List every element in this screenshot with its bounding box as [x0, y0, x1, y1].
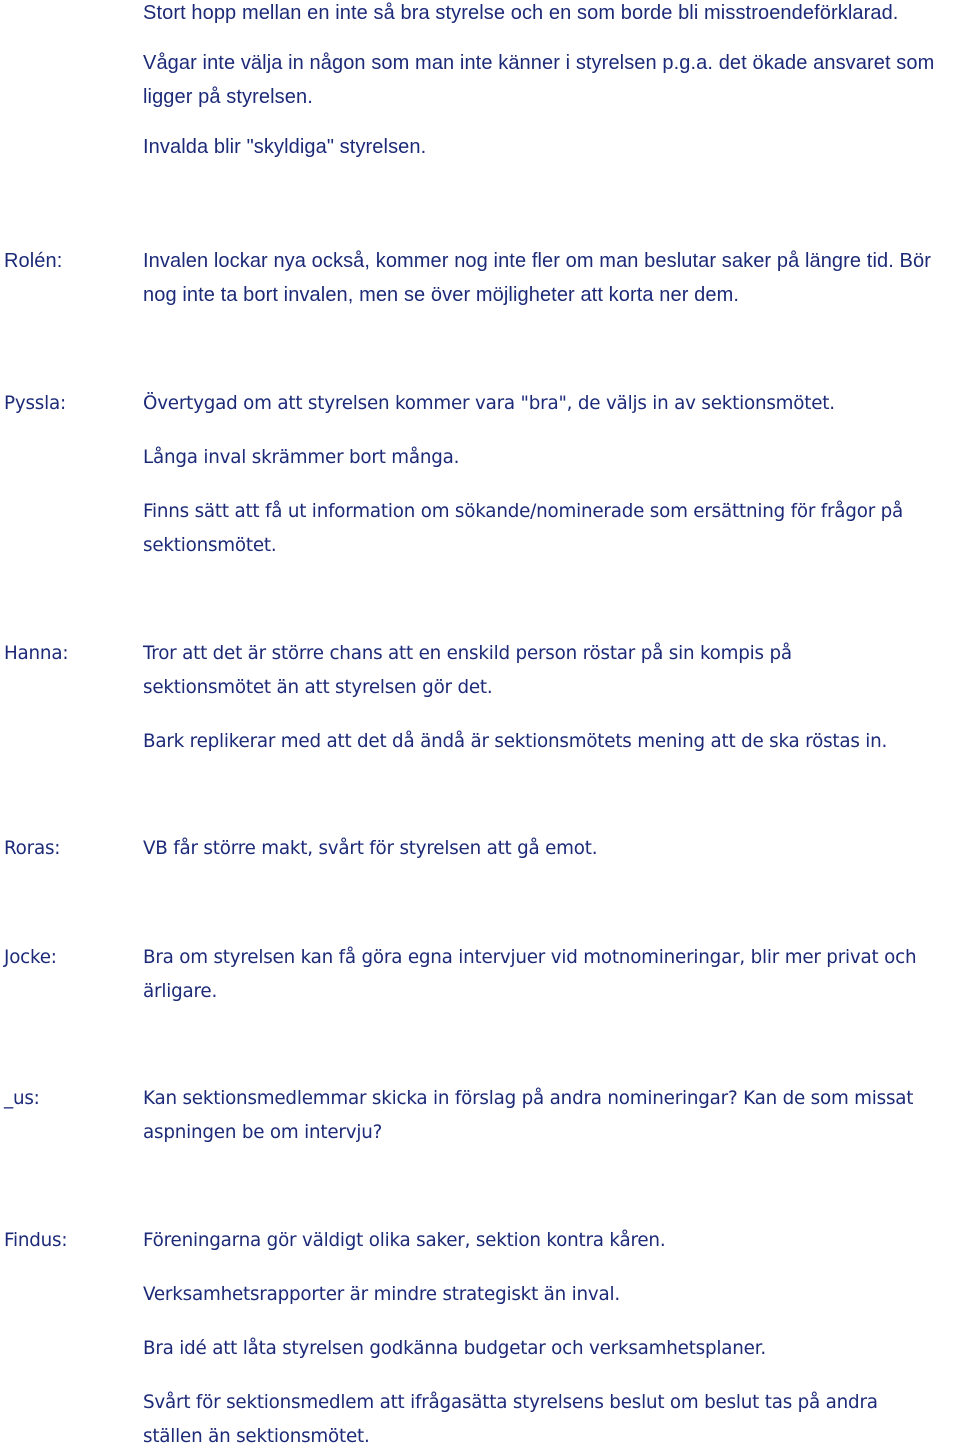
notes-content — [143, 637, 960, 759]
note-paragraph: Stort hopp mellan en inte så bra styrelse och en som borde bli misstroendeförklarad. — [143, 2, 899, 24]
note-paragraph: Svårt för sektionsmedlem att ifrågasätta styrelsens beslut om beslut tas på andra ställen än sektionsmötet. — [143, 1392, 878, 1447]
note-paragraph: Bra idé att låta styrelsen godkänna budgetar och verksamhetsplaner. — [143, 1338, 766, 1359]
notes-content — [143, 1082, 960, 1150]
note-paragraph: Långa inval skrämmer bort många. — [143, 447, 460, 468]
speaker-name: Roras: — [4, 838, 61, 859]
note-paragraph: Bra om styrelsen kan få göra egna intervjuer vid motnomineringar, blir mer privat och ärligare. — [143, 947, 917, 1002]
notes-content — [143, 941, 960, 1009]
notes-content — [143, 244, 960, 312]
note-paragraph: Finns sätt att få ut information om sökande/nominerade som ersättning för frågor på sektionsmötet. — [143, 501, 904, 556]
speaker-name: Rolén: — [4, 250, 63, 272]
note-paragraph: Verksamhetsrapporter är mindre strategiskt än inval. — [143, 1284, 621, 1305]
note-paragraph: Kan sektionsmedlemmar skicka in förslag på andra nomineringar? Kan de som missat aspningen be om intervju? — [143, 1088, 914, 1143]
notes-content — [143, 387, 960, 563]
notes-content — [143, 832, 960, 866]
speaker-name: Pyssla: — [4, 393, 66, 414]
note-paragraph: VB får större makt, svårt för styrelsen att gå emot. — [143, 838, 598, 859]
note-paragraph: Bark replikerar med att det då ändå är sektionsmötets mening att de ska röstas in. — [143, 731, 888, 752]
note-paragraph: Föreningarna gör väldigt olika saker, sektion kontra kåren. — [143, 1230, 666, 1251]
note-paragraph: Invalen lockar nya också, kommer nog inte fler om man beslutar saker på längre tid. Bör nog inte ta bort invalen, men se över möjligheter att korta ner dem. — [143, 250, 931, 306]
notes-content — [143, 1224, 960, 1454]
speaker-name: Findus: — [4, 1230, 68, 1251]
note-paragraph: Invalda blir "skyldiga" styrelsen. — [143, 136, 427, 158]
speaker-name: Hanna: — [4, 643, 69, 664]
note-paragraph: Tror att det är större chans att en enskild person röstar på sin kompis på sektionsmötet än att styrelsen gör det. — [143, 643, 792, 698]
speaker-name: _us: — [4, 1088, 40, 1109]
notes-content — [143, 0, 960, 164]
note-paragraph: Övertygad om att styrelsen kommer vara "bra", de väljs in av sektionsmötet. — [143, 393, 835, 414]
note-paragraph: Vågar inte välja in någon som man inte känner i styrelsen p.g.a. det ökade ansvaret som ligger på styrelsen. — [143, 52, 935, 108]
speaker-name: Jocke: — [4, 947, 57, 968]
